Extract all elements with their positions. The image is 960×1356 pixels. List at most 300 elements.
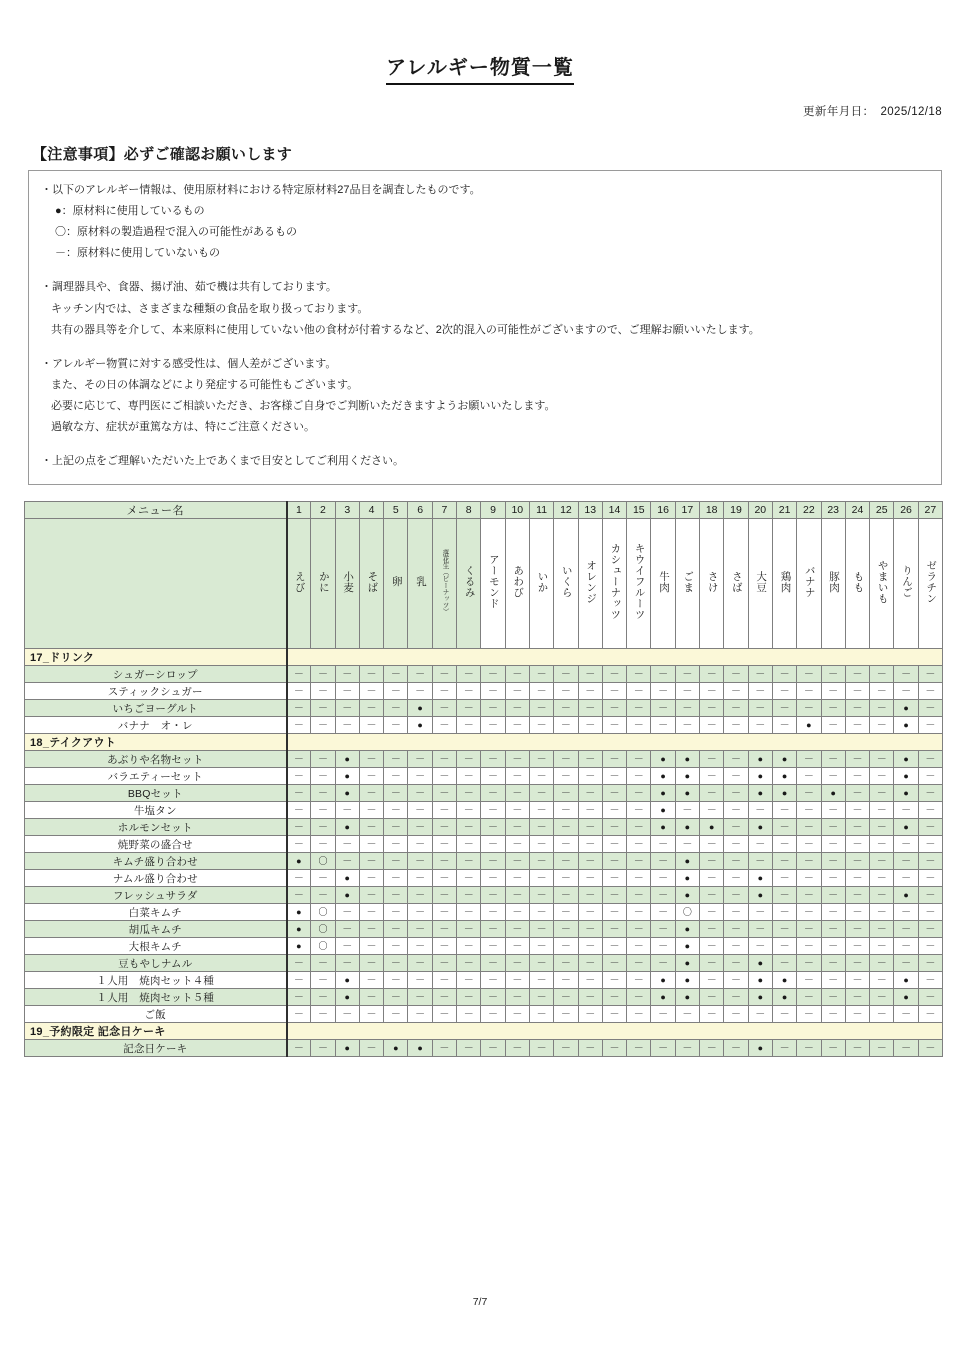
allergen-cell-27: －: [918, 938, 942, 955]
notice-spacer-2: [41, 341, 929, 354]
allergen-cell-2: －: [311, 751, 335, 768]
allergen-label: 落花生（ピーナッツ）: [441, 548, 449, 615]
allergen-cell-5: －: [384, 972, 408, 989]
allergen-cell-26: ●: [894, 700, 918, 717]
allergen-cell-19: －: [724, 904, 748, 921]
allergen-cell-24: －: [845, 683, 869, 700]
allergen-cell-23: －: [821, 853, 845, 870]
allergen-cell-14: －: [602, 989, 626, 1006]
allergen-cell-17: ●: [675, 972, 699, 989]
allergen-cell-5: －: [384, 666, 408, 683]
allergen-cell-11: －: [529, 836, 553, 853]
allergen-cell-11: －: [529, 938, 553, 955]
allergen-cell-24: －: [845, 785, 869, 802]
allergen-header-8: [457, 519, 481, 649]
allergen-cell-19: －: [724, 802, 748, 819]
allergen-cell-14: －: [602, 921, 626, 938]
allergen-cell-25: －: [870, 989, 894, 1006]
table-row[interactable]: [25, 768, 943, 785]
allergen-cell-20: ●: [748, 768, 772, 785]
allergen-cell-14: －: [602, 1040, 626, 1057]
allergen-cell-11: －: [529, 989, 553, 1006]
allergen-cell-16: －: [651, 700, 675, 717]
allergen-cell-12: －: [554, 751, 578, 768]
allergen-cell-1: ●: [287, 853, 311, 870]
allergen-cell-2: －: [311, 989, 335, 1006]
allergen-cell-15: －: [627, 751, 651, 768]
allergen-cell-24: －: [845, 870, 869, 887]
allergen-cell-5: －: [384, 700, 408, 717]
table-row[interactable]: [25, 802, 943, 819]
allergen-cell-24: －: [845, 921, 869, 938]
allergen-header-16: [651, 519, 675, 649]
allergen-cell-6: －: [408, 853, 432, 870]
menu-item-name: いちごヨーグルト: [25, 700, 287, 717]
allergen-cell-4: －: [359, 683, 383, 700]
allergen-cell-27: －: [918, 768, 942, 785]
allergen-cell-22: －: [797, 751, 821, 768]
allergen-cell-23: －: [821, 955, 845, 972]
allergen-cell-8: －: [457, 921, 481, 938]
allergen-cell-21: －: [772, 819, 796, 836]
allergen-cell-22: －: [797, 921, 821, 938]
allergen-cell-15: －: [627, 768, 651, 785]
allergen-cell-15: －: [627, 853, 651, 870]
table-row[interactable]: [25, 955, 943, 972]
allergen-cell-24: －: [845, 666, 869, 683]
table-row[interactable]: [25, 751, 943, 768]
allergen-cell-15: －: [627, 819, 651, 836]
notice-line-2: ・調理器具や、食器、揚げ油、茹で機は共有しております。: [41, 281, 337, 294]
allergen-header-21: [772, 519, 796, 649]
allergen-header-24: [845, 519, 869, 649]
allergen-cell-13: －: [578, 989, 602, 1006]
menu-item-name: 焼野菜の盛合せ: [25, 836, 287, 853]
allergen-cell-18: －: [700, 802, 724, 819]
menu-item-name: ご飯: [25, 1006, 287, 1023]
allergen-cell-27: －: [918, 836, 942, 853]
allergen-cell-4: －: [359, 802, 383, 819]
allergen-cell-20: －: [748, 836, 772, 853]
menu-item-name: あぶりや名物セット: [25, 751, 287, 768]
column-number-17: 17: [675, 502, 699, 519]
allergen-cell-6: －: [408, 683, 432, 700]
allergen-cell-21: ●: [772, 751, 796, 768]
allergen-cell-11: －: [529, 819, 553, 836]
allergen-cell-7: －: [432, 1040, 456, 1057]
table-row[interactable]: [25, 1006, 943, 1023]
allergen-cell-3: －: [335, 683, 359, 700]
allergen-cell-22: －: [797, 870, 821, 887]
table-row[interactable]: [25, 819, 943, 836]
allergen-cell-23: －: [821, 700, 845, 717]
allergen-cell-5: －: [384, 683, 408, 700]
allergen-cell-4: －: [359, 1006, 383, 1023]
allergen-cell-8: －: [457, 717, 481, 734]
allergen-cell-14: －: [602, 904, 626, 921]
allergen-cell-22: －: [797, 785, 821, 802]
allergen-label: オレンジ: [585, 559, 598, 604]
allergen-cell-11: －: [529, 972, 553, 989]
allergen-cell-12: －: [554, 938, 578, 955]
allergen-cell-5: －: [384, 955, 408, 972]
allergen-cell-3: －: [335, 938, 359, 955]
allergen-cell-21: －: [772, 853, 796, 870]
allergen-cell-9: －: [481, 955, 505, 972]
allergen-cell-15: －: [627, 870, 651, 887]
table-row[interactable]: [25, 921, 943, 938]
allergen-cell-17: －: [675, 802, 699, 819]
table-row[interactable]: [25, 870, 943, 887]
allergen-cell-27: －: [918, 700, 942, 717]
allergen-cell-4: －: [359, 768, 383, 785]
allergen-cell-11: －: [529, 768, 553, 785]
allergen-cell-4: －: [359, 751, 383, 768]
allergen-cell-25: －: [870, 751, 894, 768]
table-row[interactable]: [25, 785, 943, 802]
allergen-cell-26: －: [894, 955, 918, 972]
allergen-cell-9: －: [481, 785, 505, 802]
allergen-cell-20: －: [748, 717, 772, 734]
allergen-cell-22: －: [797, 853, 821, 870]
allergen-cell-23: －: [821, 802, 845, 819]
table-row[interactable]: [25, 972, 943, 989]
allergen-cell-1: －: [287, 955, 311, 972]
menu-item-name: 胡瓜キムチ: [25, 921, 287, 938]
page-footer: 7/7: [472, 1296, 488, 1308]
allergen-table: [24, 501, 943, 1057]
allergen-label: もも: [852, 570, 865, 593]
allergen-cell-27: －: [918, 904, 942, 921]
allergen-cell-25: －: [870, 666, 894, 683]
allergen-cell-11: －: [529, 683, 553, 700]
allergen-cell-10: －: [505, 751, 529, 768]
allergen-cell-2: －: [311, 700, 335, 717]
allergen-cell-4: －: [359, 972, 383, 989]
allergen-cell-6: －: [408, 836, 432, 853]
allergen-cell-8: －: [457, 887, 481, 904]
allergen-cell-1: －: [287, 666, 311, 683]
allergen-cell-3: ●: [335, 972, 359, 989]
allergen-cell-2: 〇: [311, 853, 335, 870]
allergen-cell-15: －: [627, 1040, 651, 1057]
allergen-cell-7: －: [432, 887, 456, 904]
allergen-cell-22: －: [797, 836, 821, 853]
allergen-cell-7: －: [432, 938, 456, 955]
allergen-cell-9: －: [481, 870, 505, 887]
table-row[interactable]: [25, 1040, 943, 1057]
menu-item-name: １人用 焼肉セット４種: [25, 972, 287, 989]
allergen-cell-13: －: [578, 751, 602, 768]
allergen-cell-13: －: [578, 666, 602, 683]
allergen-cell-10: －: [505, 1006, 529, 1023]
allergen-cell-16: ●: [651, 972, 675, 989]
allergen-cell-12: －: [554, 870, 578, 887]
allergen-cell-13: －: [578, 1006, 602, 1023]
allergen-cell-2: －: [311, 870, 335, 887]
allergen-cell-17: －: [675, 683, 699, 700]
allergen-cell-13: －: [578, 700, 602, 717]
allergen-cell-19: －: [724, 1006, 748, 1023]
allergen-cell-14: －: [602, 887, 626, 904]
allergen-cell-18: －: [700, 768, 724, 785]
allergen-cell-25: －: [870, 1006, 894, 1023]
allergen-cell-1: ●: [287, 921, 311, 938]
allergen-cell-5: －: [384, 853, 408, 870]
allergen-cell-24: －: [845, 717, 869, 734]
allergen-cell-3: －: [335, 1006, 359, 1023]
allergen-cell-22: －: [797, 666, 821, 683]
allergen-cell-9: －: [481, 683, 505, 700]
allergen-cell-19: －: [724, 819, 748, 836]
allergen-cell-25: －: [870, 802, 894, 819]
allergen-cell-18: －: [700, 717, 724, 734]
allergen-cell-17: －: [675, 1040, 699, 1057]
column-number-6: 6: [408, 502, 432, 519]
allergen-cell-24: －: [845, 819, 869, 836]
allergen-cell-13: －: [578, 972, 602, 989]
table-row[interactable]: [25, 683, 943, 700]
allergen-cell-16: －: [651, 853, 675, 870]
notice-line-8: 過敏な方、症状が重篤な方は、特にご注意ください。: [51, 421, 315, 434]
allergen-cell-15: －: [627, 921, 651, 938]
allergen-cell-21: －: [772, 870, 796, 887]
header-blank-cell: [25, 519, 287, 649]
allergen-cell-8: －: [457, 1006, 481, 1023]
allergen-cell-9: －: [481, 836, 505, 853]
allergen-cell-27: －: [918, 1040, 942, 1057]
notice-line-9: ・上記の点をご理解いただいた上であくまで目安としてご利用ください。: [41, 455, 404, 468]
allergen-cell-19: －: [724, 972, 748, 989]
allergen-cell-7: －: [432, 683, 456, 700]
allergen-cell-17: ●: [675, 768, 699, 785]
allergen-cell-5: －: [384, 751, 408, 768]
allergen-label: ごま: [682, 570, 695, 593]
allergen-cell-6: －: [408, 785, 432, 802]
allergen-cell-1: －: [287, 717, 311, 734]
notice-line-5: ・アレルギー物質に対する感受性は、個人差がございます。: [41, 357, 337, 370]
allergen-cell-20: －: [748, 802, 772, 819]
column-number-5: 5: [384, 502, 408, 519]
allergen-cell-16: －: [651, 717, 675, 734]
allergen-cell-26: ●: [894, 887, 918, 904]
allergen-cell-9: －: [481, 717, 505, 734]
allergen-cell-19: －: [724, 700, 748, 717]
allergen-cell-6: －: [408, 921, 432, 938]
allergen-cell-10: －: [505, 700, 529, 717]
menu-item-name: スティックシュガー: [25, 683, 287, 700]
column-number-10: 10: [505, 502, 529, 519]
table-row[interactable]: [25, 836, 943, 853]
allergen-cell-11: －: [529, 751, 553, 768]
allergen-label: いくら: [560, 565, 573, 599]
allergen-cell-11: －: [529, 887, 553, 904]
table-row[interactable]: [25, 853, 943, 870]
column-number-16: 16: [651, 502, 675, 519]
allergen-cell-12: －: [554, 1040, 578, 1057]
allergen-cell-2: －: [311, 683, 335, 700]
notice-heading: 【注意事項】必ずご確認お願いします: [32, 146, 293, 163]
allergen-cell-19: －: [724, 768, 748, 785]
allergen-cell-6: －: [408, 819, 432, 836]
allergen-cell-7: －: [432, 768, 456, 785]
allergen-cell-13: －: [578, 921, 602, 938]
allergen-label: 大豆: [755, 570, 768, 593]
allergen-cell-24: －: [845, 836, 869, 853]
allergen-cell-22: －: [797, 955, 821, 972]
allergen-cell-24: －: [845, 700, 869, 717]
column-number-23: 23: [821, 502, 845, 519]
allergen-cell-13: －: [578, 785, 602, 802]
table-row[interactable]: [25, 938, 943, 955]
allergen-cell-21: －: [772, 700, 796, 717]
allergen-cell-26: ●: [894, 717, 918, 734]
allergen-cell-10: －: [505, 768, 529, 785]
allergen-label: そば: [366, 570, 379, 593]
allergen-cell-22: －: [797, 972, 821, 989]
menu-item-name: 牛塩タン: [25, 802, 287, 819]
allergen-cell-17: ●: [675, 938, 699, 955]
allergen-cell-18: －: [700, 785, 724, 802]
table-row[interactable]: [25, 887, 943, 904]
allergen-cell-7: －: [432, 666, 456, 683]
allergen-cell-11: －: [529, 870, 553, 887]
column-number-21: 21: [772, 502, 796, 519]
allergen-cell-7: －: [432, 853, 456, 870]
allergen-cell-24: －: [845, 768, 869, 785]
allergen-cell-4: －: [359, 819, 383, 836]
allergen-header-15: [627, 519, 651, 649]
allergen-cell-16: ●: [651, 768, 675, 785]
allergen-cell-7: －: [432, 802, 456, 819]
allergen-cell-24: －: [845, 751, 869, 768]
allergen-cell-24: －: [845, 938, 869, 955]
allergen-cell-11: －: [529, 853, 553, 870]
allergen-cell-8: －: [457, 802, 481, 819]
allergen-cell-14: －: [602, 785, 626, 802]
allergen-cell-21: －: [772, 666, 796, 683]
allergen-cell-19: －: [724, 751, 748, 768]
allergen-cell-26: －: [894, 683, 918, 700]
allergen-cell-1: －: [287, 768, 311, 785]
allergen-cell-23: －: [821, 921, 845, 938]
allergen-cell-14: －: [602, 1006, 626, 1023]
allergen-cell-6: －: [408, 870, 432, 887]
section-spacer: [287, 734, 943, 751]
allergen-cell-10: －: [505, 853, 529, 870]
allergen-cell-22: ●: [797, 717, 821, 734]
allergen-label: 鶏肉: [779, 570, 792, 593]
allergen-cell-19: －: [724, 836, 748, 853]
allergen-cell-27: －: [918, 683, 942, 700]
allergen-cell-3: －: [335, 836, 359, 853]
allergen-cell-22: －: [797, 938, 821, 955]
column-number-4: 4: [359, 502, 383, 519]
allergen-cell-8: －: [457, 768, 481, 785]
allergen-cell-25: －: [870, 683, 894, 700]
allergen-cell-19: －: [724, 683, 748, 700]
column-number-25: 25: [870, 502, 894, 519]
allergen-cell-21: －: [772, 938, 796, 955]
allergen-cell-3: ●: [335, 751, 359, 768]
allergen-label: 乳: [415, 576, 427, 588]
allergen-cell-7: －: [432, 955, 456, 972]
allergen-cell-16: ●: [651, 819, 675, 836]
menu-item-name: 記念日ケーキ: [25, 1040, 287, 1057]
allergen-cell-11: －: [529, 666, 553, 683]
allergen-cell-12: －: [554, 853, 578, 870]
page-title: アレルギー物質一覧: [386, 56, 574, 85]
allergen-cell-21: －: [772, 904, 796, 921]
table-row[interactable]: [25, 989, 943, 1006]
column-number-9: 9: [481, 502, 505, 519]
allergen-cell-7: －: [432, 972, 456, 989]
allergen-cell-23: －: [821, 1006, 845, 1023]
allergen-cell-20: ●: [748, 972, 772, 989]
allergen-cell-9: －: [481, 1006, 505, 1023]
allergen-cell-27: －: [918, 666, 942, 683]
allergen-cell-17: －: [675, 717, 699, 734]
allergen-cell-6: －: [408, 955, 432, 972]
allergen-cell-22: －: [797, 1006, 821, 1023]
table-row[interactable]: [25, 700, 943, 717]
section-label: 19_予約限定 記念日ケーキ: [25, 1023, 287, 1040]
allergen-cell-22: －: [797, 802, 821, 819]
allergen-cell-27: －: [918, 989, 942, 1006]
allergen-cell-10: －: [505, 1040, 529, 1057]
allergen-cell-15: －: [627, 700, 651, 717]
allergen-cell-18: －: [700, 853, 724, 870]
allergen-cell-15: －: [627, 836, 651, 853]
allergen-header-20: [748, 519, 772, 649]
allergen-cell-11: －: [529, 1040, 553, 1057]
allergen-cell-19: －: [724, 853, 748, 870]
allergen-cell-7: －: [432, 700, 456, 717]
allergen-cell-13: －: [578, 768, 602, 785]
allergen-cell-17: ●: [675, 819, 699, 836]
allergen-cell-10: －: [505, 666, 529, 683]
allergen-cell-5: －: [384, 717, 408, 734]
allergen-cell-15: －: [627, 1006, 651, 1023]
allergen-cell-3: －: [335, 921, 359, 938]
allergen-cell-25: －: [870, 887, 894, 904]
column-number-8: 8: [457, 502, 481, 519]
allergen-cell-18: －: [700, 989, 724, 1006]
allergen-cell-10: －: [505, 921, 529, 938]
table-row[interactable]: [25, 904, 943, 921]
allergen-cell-18: －: [700, 887, 724, 904]
allergen-cell-8: －: [457, 1040, 481, 1057]
allergen-cell-1: －: [287, 700, 311, 717]
allergen-cell-19: －: [724, 938, 748, 955]
allergen-cell-16: －: [651, 938, 675, 955]
allergen-cell-14: －: [602, 768, 626, 785]
allergen-cell-17: ●: [675, 785, 699, 802]
column-number-24: 24: [845, 502, 869, 519]
allergen-cell-20: －: [748, 904, 772, 921]
allergen-cell-10: －: [505, 683, 529, 700]
allergen-cell-16: －: [651, 1040, 675, 1057]
allergen-cell-14: －: [602, 972, 626, 989]
allergen-header-9: [481, 519, 505, 649]
allergen-cell-8: －: [457, 819, 481, 836]
allergen-cell-23: －: [821, 751, 845, 768]
table-row[interactable]: [25, 717, 943, 734]
table-row[interactable]: [25, 666, 943, 683]
update-date-value: 2025/12/18: [880, 106, 942, 118]
allergen-cell-7: －: [432, 904, 456, 921]
allergen-cell-5: －: [384, 802, 408, 819]
